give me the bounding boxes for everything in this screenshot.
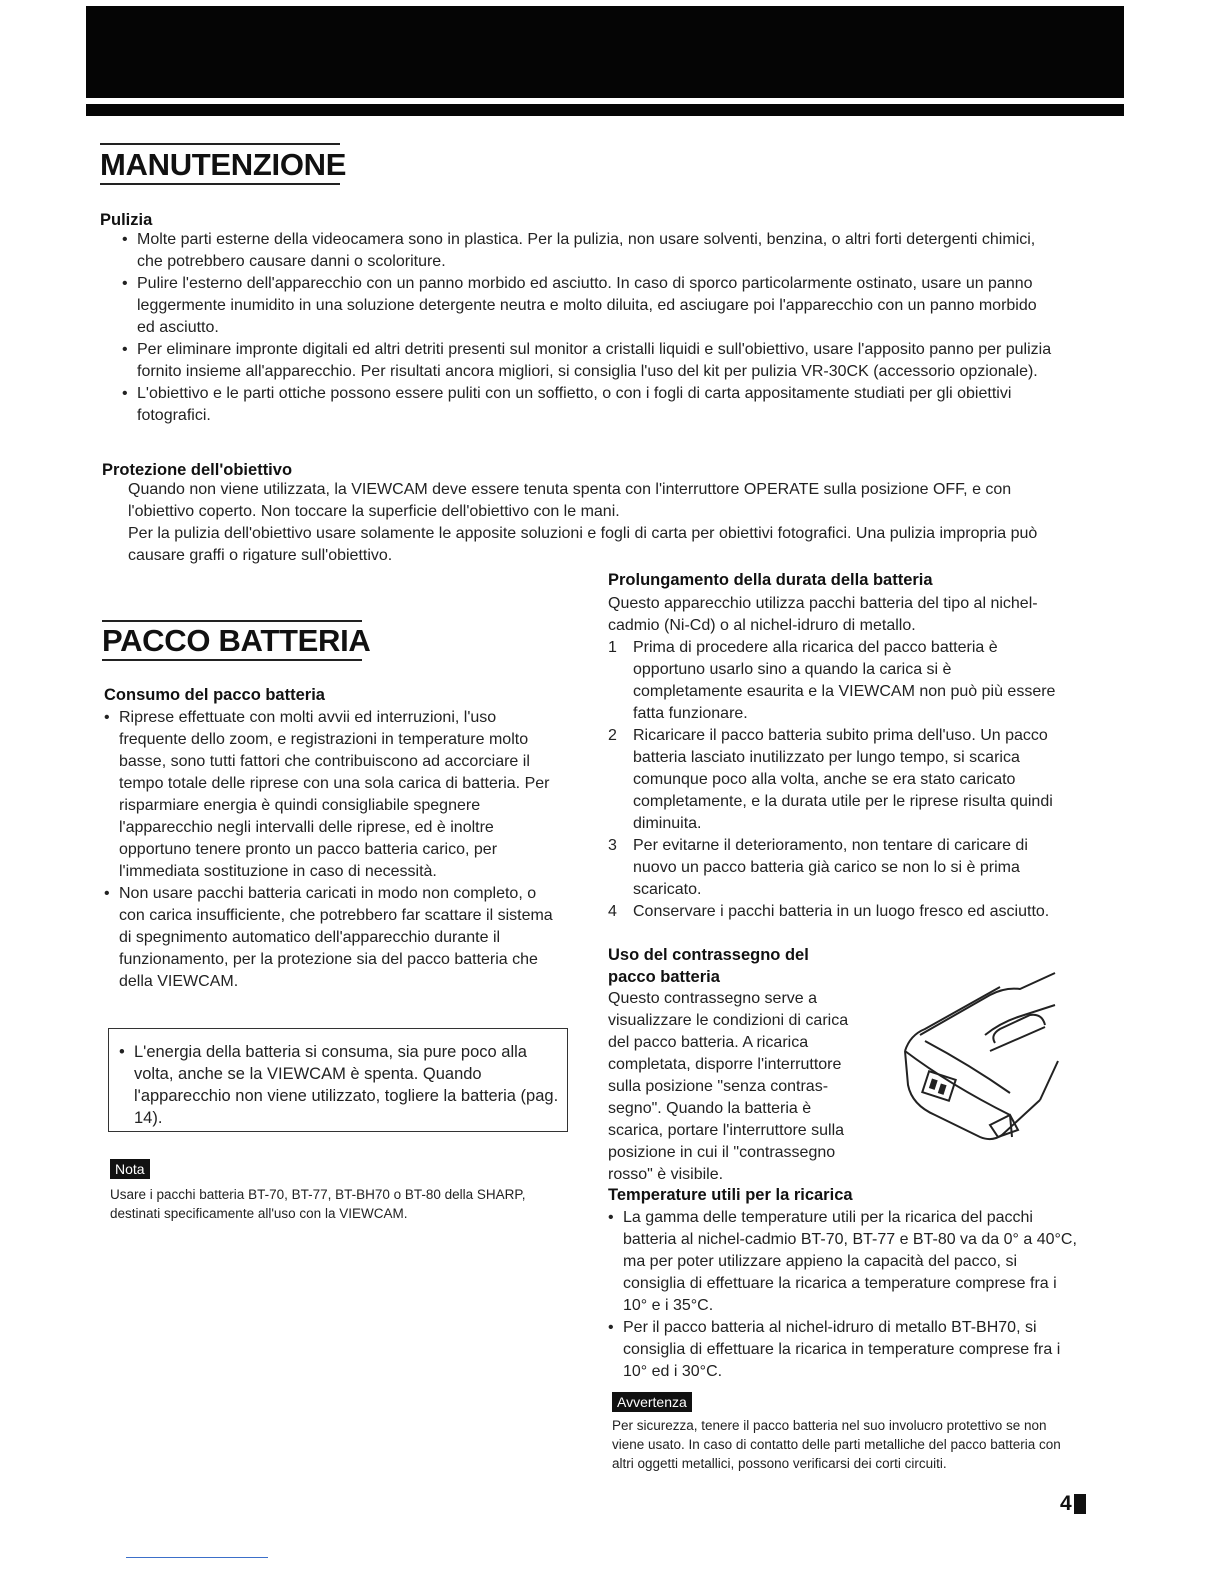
item-text: Per evitarne il deterioramento, non tentare di caricare di nuovo un pacco batteria già carico se non lo si è prima scaricato. [633,837,1028,898]
list-item: • L'obiettivo e le parti ottiche possono essere puliti con un soffietto, o con i fogli di carta appositamente studiati per gli obiettivi fotografici. [122,383,1058,427]
info-box-text [109,1029,567,1129]
text-line: completata, disporre l'interruttore [608,1056,842,1073]
avvertenza-label: Avvertenza [612,1392,692,1412]
heading-line: pacco batteria [608,968,720,986]
info-box-item: • L'energia della batteria si consuma, sia pure poco alla volta, anche se la VIEWCAM è spenta. Quando l'apparecchio non viene utilizzato, togliere la batteria (pag. 14). [119,1041,559,1129]
text-line: segno". Quando la batteria è [608,1100,812,1117]
heading-pulizia: Pulizia [100,211,153,229]
item-text: Ricaricare il pacco batteria subito prima dell'uso. Un pacco batteria lasciato inutilizzato per lungo tempo, si scarica comunque poco alla volta, anche se era stato caricato completamente, e la durata utile per le riprese risulta quindi diminuita. [633,727,1053,832]
nota-text [110,1185,560,1223]
numbered-item [608,835,1063,901]
list-item: • Pulire l'esterno dell'apparecchio con un panno morbido ed asciutto. In caso di sporco particolarmente ostinato, usare un panno leggermente inumidito in una soluzione detergente neutra e molto diluita, ed asciugare poi l'apparecchio con un panno morbido ed asciutto. [122,273,1058,339]
item-text: Conservare i pacchi batteria in un luogo fresco ed asciutto. [633,903,1050,920]
section-rule-bottom [102,659,362,661]
item-number: 2 [608,727,617,744]
heading-prolungamento: Prolungamento della durata della batteria [608,571,933,589]
text-line: Questo contrassegno serve a [608,990,818,1007]
section-title-manutenzione: MANUTENZIONE [100,147,347,182]
item-number: 3 [608,837,617,854]
avvertenza-text [612,1416,1082,1473]
list-item: • Per eliminare impronte digitali ed altri detriti presenti sul monitor a cristalli liquidi e sull'obiettivo, usare l'apposito panno per pulizia fornito insieme all'apparecchio. Per risultati ancora migliori, si consiglia l'uso del kit per pulizia VR-30CK (accessorio opzionale). [122,339,1058,383]
list-item: • Molte parti esterne della videocamera sono in plastica. Per la pulizia, non usare solventi, benzina, o altri forti detergenti chimici, che potrebbero causare danni o scoloriture. [122,229,1058,273]
section-rule-top [100,143,340,145]
avvertenza-paragraph: Per sicurezza, tenere il pacco batteria nel suo involucro protettivo se non viene usato. In caso di contatto delle parti metalliche del pacco batteria con altri oggetti metallici, possono verificarsi dei corti circuiti. [612,1418,1061,1471]
item-number: 4 [608,903,617,920]
info-box [108,1028,568,1132]
text-line: posizione in cui il "contrassegno [608,1144,836,1161]
section-rule-bottom [100,183,340,185]
page-number [1060,1492,1086,1516]
paragraph: Questo apparecchio utilizza pacchi batteria del tipo al nichel-cadmio (Ni-Cd) o al nichel-idruro di metallo. [608,595,1038,634]
list-item: • La gamma delle temperature utili per la ricarica del pacchi batteria al nichel-cadmio BT-70, BT-77 e BT-80 va da 0° a 40°C, ma per poter utilizzare appieno la capacità del pacco, si consiglia di effettuare la ricarica a temperature comprese fra i 10° e i 35°C. [608,1207,1078,1317]
page-number-text: 4 [1060,1492,1072,1515]
heading-line: Uso del contrassegno del [608,946,809,964]
heading-temperature: Temperature utili per la ricarica [608,1186,853,1204]
footer-rule [126,1557,268,1558]
numbered-item [608,901,1063,923]
numbered-item [608,637,1063,725]
paragraph: Quando non viene utilizzata, la VIEWCAM deve essere tenuta spenta con l'interruttore OPERATE sulla posizione OFF, e con l'obiettivo coperto. Non toccare la superficie dell'obiettivo con le mani. [128,481,1012,520]
text-line: visualizzare le condizioni di carica [608,1012,849,1029]
item-text: Prima di procedere alla ricarica del pacco batteria è opportuno usarlo sino a quando la carica si è completamente esaurita e la VIEWCAM non può più essere fatta funzionare. [633,639,1056,722]
consumo-list [104,707,554,993]
temperature-list [608,1207,1078,1383]
nota-label: Nota [110,1159,150,1179]
section-title-pacco-batteria: PACCO BATTERIA [102,623,371,658]
text-line: sulla posizione "senza contras- [608,1078,829,1095]
list-item: • Riprese effettuate con molti avvii ed interruzioni, l'uso frequente dello zoom, e registrazioni in temperature molto basse, sono tutti fattori che contribuiscono ad accorciare il tempo totale delle riprese con una sola carica di batteria. Per risparmiare energia è quindi consigliabile spegnere l'apparecchio negli intervalli delle riprese, ed è inoltre opportuno tenere pronto un pacco batteria carico, per l'immediata sostituzione in caso di necessità. [104,707,554,883]
list-item: • Per il pacco batteria al nichel-idruro di metallo BT-BH70, si consiglia di effettuare la ricarica in temperature comprese fra i 10° ed i 30°C. [608,1317,1078,1383]
item-number: 1 [608,639,617,656]
paragraph: Per la pulizia dell'obiettivo usare solamente le apposite soluzioni e fogli di carta per obiettivi fotografici. Una pulizia impropria può causare graffi o rigature sull'obiettivo. [128,525,1038,564]
page-marker [1074,1494,1086,1514]
text-line: scarica, portare l'interruttore sulla [608,1122,845,1139]
heading-contrassegno [608,944,809,988]
section-rule-top [102,620,362,622]
text-line: rosso" è visibile. [608,1166,724,1183]
prolungamento-text [608,593,1063,923]
protezione-text [128,479,1063,567]
battery-pack-illustration [890,965,1065,1145]
numbered-item [608,725,1063,835]
nota-paragraph: Usare i pacchi batteria BT-70, BT-77, BT-BH70 o BT-80 della SHARP, destinati specificamente all'uso con la VIEWCAM. [110,1187,526,1221]
text-line: del pacco batteria. A ricarica [608,1034,809,1051]
contrassegno-text [608,988,908,1186]
pulizia-list [122,229,1058,427]
list-item: • Non usare pacchi batteria caricati in modo non completo, o con carica insufficiente, che potrebbero far scattare il sistema di spegnimento automatico dell'apparecchio durante il funzionamento, per la protezione sia del pacco batteria che della VIEWCAM. [104,883,554,993]
header-rule [86,104,1124,116]
header-bar [86,6,1124,98]
heading-consumo: Consumo del pacco batteria [104,686,325,704]
heading-protezione: Protezione dell'obiettivo [102,461,293,479]
